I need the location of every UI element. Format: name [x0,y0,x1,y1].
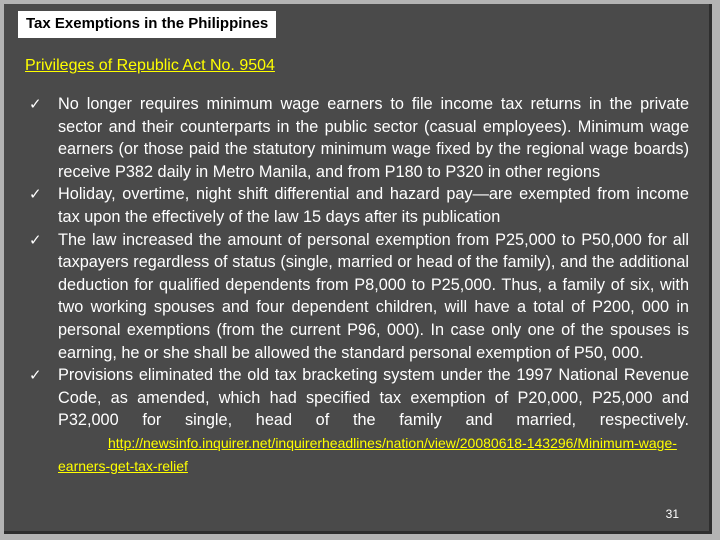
checkmark-icon: ✓ [29,230,42,249]
source-link[interactable]: http://newsinfo.inquirer.net/inquirerheadlines/nation/view/20080618-143296/Minimum-wage-earners-get-tax-relief [58,434,677,474]
bullet-item [28,93,689,183]
bullet-list [28,93,689,477]
bullet-text: No longer requires minimum wage earners to file income tax returns in the private sector and their counterparts in the public sector (casual employees). Minimum wage earners (or those paid the statutory minimum wage fixed by the regional wage boards) receive P382 daily in Metro Manila, and from P180 to P320 in other regions [58,95,689,181]
bullet-text: The law increased the amount of personal exemption from P25,000 to P50,000 for all taxpayers regardless of status (single, married or head of the family), and the additional deduction for qualified dependents from P8,000 to P25,000. Thus, a family of six, with two working spouses and four dependent children, will have a total of P200, 000 in personal exemptions (from the current P96, 000). In case only one of the spouses is earning, he or she shall be allowed the standard personal exemption of P50, 000. [58,230,689,362]
slide-title: Tax Exemptions in the Philippines [18,11,276,38]
page-number: 31 [665,507,679,521]
checkmark-icon: ✓ [29,366,42,385]
bullet-item [28,229,689,365]
slide-subtitle: Privileges of Republic Act No. 9504 [25,57,275,74]
bullet-text: Holiday, overtime, night shift differential and hazard pay—are exempted from income tax upon the effectively of the law 15 days after its publication [58,185,689,226]
slide [4,4,712,534]
bullet-item [28,183,689,228]
checkmark-icon: ✓ [29,95,42,113]
checkmark-icon: ✓ [29,185,42,204]
bullet-text: Provisions eliminated the old tax bracketing system under the 1997 National Revenue Code, as amended, which had specified tax exemption of P20,000, P25,000 and P32,000 for single, head of the family and married, respectively. [58,366,689,430]
bullet-item [28,364,689,477]
